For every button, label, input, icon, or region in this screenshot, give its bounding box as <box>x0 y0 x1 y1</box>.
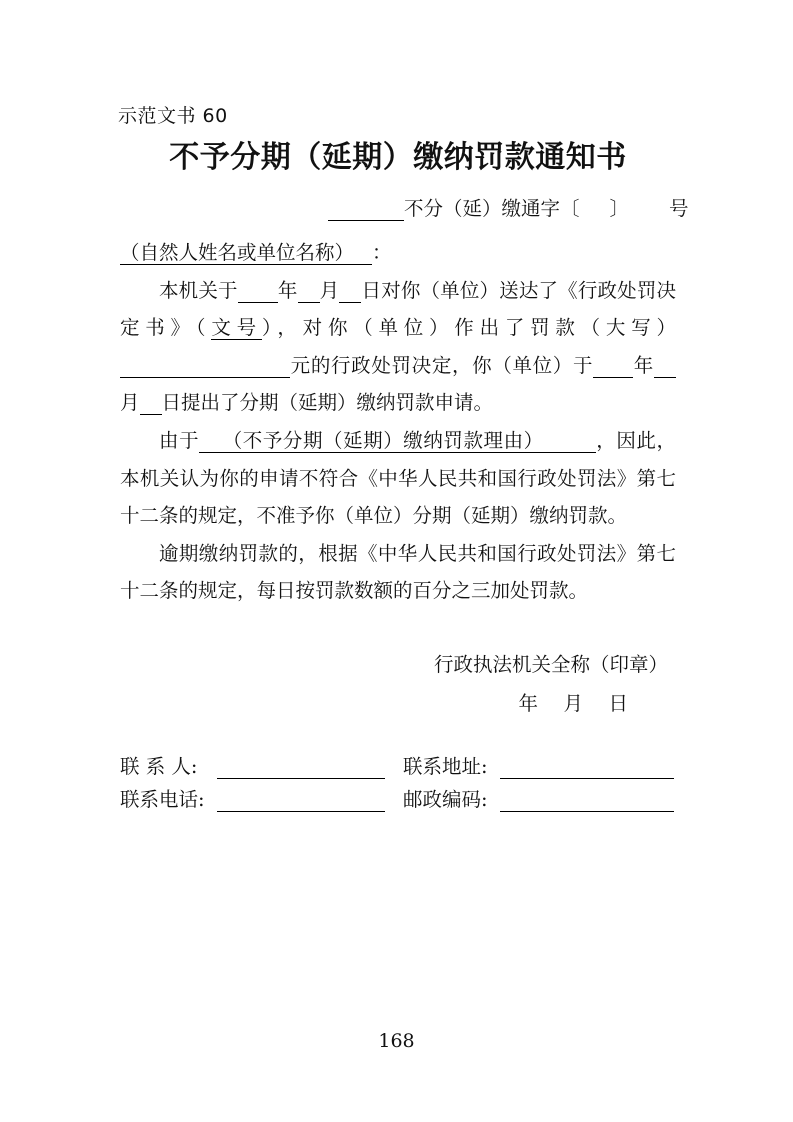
p1-year-blank <box>238 279 278 303</box>
contact-address-label: 联系地址: <box>403 755 488 778</box>
signature-date: 年 月 日 <box>518 692 631 715</box>
contact-phone-blank <box>217 787 385 812</box>
paragraph-reason <box>120 422 676 535</box>
doc-number-prefix: 不分（延）缴通字 <box>404 197 561 220</box>
paragraph-decision <box>120 272 676 422</box>
p1-text: 元的行政处罚决定，你（单位）于 <box>290 353 594 377</box>
p1-day2-blank <box>140 391 162 415</box>
p1-year-label: 年 <box>277 278 298 302</box>
contact-person-blank <box>217 754 385 779</box>
p1-amount-blank <box>120 354 290 378</box>
p2-text: ，因此，本机关认为你的申请不符合《中华人民共和国行政处罚法》第七十二条的规定，不准予你（单位）分期（延期）缴纳罚款。 <box>120 428 676 528</box>
contact-row <box>120 754 674 779</box>
p1-day-blank <box>339 279 361 303</box>
p2-reason-placeholder: （不予分期（延期）缴纳罚款理由） <box>222 428 544 452</box>
document-body <box>120 234 676 610</box>
recipient-name-blank <box>120 241 372 265</box>
signature-agency: 行政执法机关全称（印章） <box>433 653 668 676</box>
p1-text: 日提出了分期（延期）缴纳罚款申请。 <box>161 391 494 415</box>
doc-number-blank <box>328 197 404 221</box>
p1-year2-label: 年 <box>633 353 654 377</box>
recipient-name-placeholder: （自然人姓名或单位名称） <box>120 241 355 264</box>
p1-month-blank <box>298 279 320 303</box>
doc-number-suffix: 号 <box>669 197 689 220</box>
document-number-line <box>328 193 689 221</box>
p2-text: 由于 <box>159 428 200 452</box>
p1-text: 日对你（单位）送达了《行政处罚决定书》（ <box>120 278 676 340</box>
doc-number-bracket-open: 〔 <box>560 197 580 220</box>
doc-series-label: 示范文书 60 <box>118 105 228 127</box>
postcode-label: 邮政编码: <box>403 788 488 811</box>
postcode-blank <box>500 787 674 812</box>
page-number: 168 <box>378 1030 415 1052</box>
p1-doc-ref-placeholder: 文号 <box>211 316 262 340</box>
contact-block <box>120 754 674 812</box>
paragraph-overdue: 逾期缴纳罚款的，根据《中华人民共和国行政处罚法》第七十二条的规定，每日按罚款数额的百分之三加处罚款。 <box>120 541 676 603</box>
doc-number-bracket-close: 〕 <box>609 197 630 220</box>
p1-month2-blank <box>654 354 676 378</box>
contact-person-label: 联 系 人: <box>120 755 198 778</box>
recipient-colon: ： <box>372 241 392 264</box>
p1-year2-blank <box>593 354 633 378</box>
recipient-line <box>120 234 676 272</box>
p1-text: ），对你（单位）作出了罚款（大写） <box>261 316 676 340</box>
contact-phone-label: 联系电话: <box>120 788 205 811</box>
p1-doc-ref-blank <box>211 316 262 340</box>
p1-text: 本机关于 <box>159 278 238 302</box>
contact-address-blank <box>500 754 674 779</box>
p2-reason-blank <box>199 429 596 453</box>
p1-month-label: 月 <box>319 278 340 302</box>
document-title: 不予分期（延期）缴纳罚款通知书 <box>169 140 627 175</box>
p1-month2-label: 月 <box>120 391 140 415</box>
contact-row <box>120 787 674 812</box>
